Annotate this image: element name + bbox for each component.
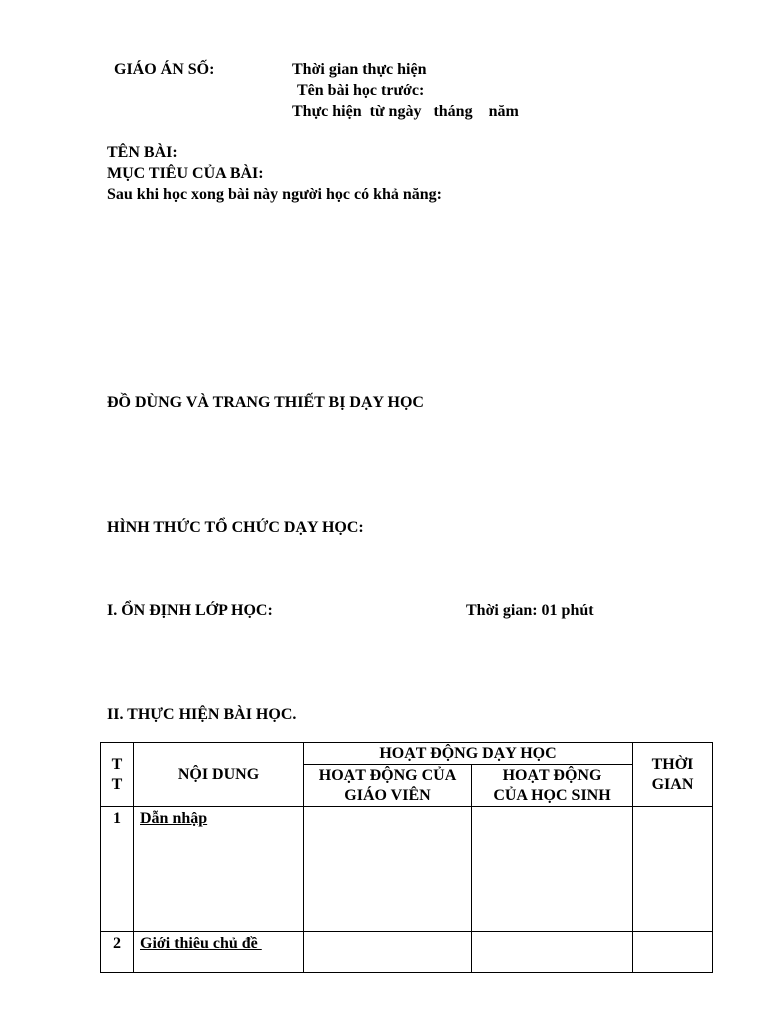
header-time: THỜI GIAN	[633, 743, 713, 807]
previous-lesson-label: Tên bài học trước:	[297, 82, 425, 99]
header-teacher-activity: HOẠT ĐỘNG CỦA GIÁO VIÊN	[304, 765, 472, 807]
objectives-intro: Sau khi học xong bài này người học có khả năng:	[107, 186, 443, 203]
row-time-cell	[633, 807, 713, 932]
section-1-title: I. ỔN ĐỊNH LỚP HỌC:	[107, 602, 273, 619]
row-teacher-cell	[304, 807, 472, 932]
implementation-date-line: Thực hiện từ ngày tháng năm	[292, 103, 519, 120]
row-time-cell	[633, 932, 713, 973]
row-number: 2	[101, 932, 134, 973]
header-student-activity: HOẠT ĐỘNG CỦA HỌC SINH	[472, 765, 633, 807]
header-teaching-activities: HOẠT ĐỘNG DẠY HỌC	[304, 743, 633, 765]
row-student-cell	[472, 932, 633, 973]
lesson-plan-number-label: GIÁO ÁN SỐ:	[114, 61, 215, 78]
row-content-text: Dẫn nhập	[140, 810, 208, 827]
organization-title: HÌNH THỨC TỔ CHỨC DẠY HỌC:	[107, 519, 364, 536]
row-number: 1	[101, 807, 134, 932]
row-content-text: Giới thiêu chủ đề	[140, 935, 262, 952]
row-content	[134, 807, 304, 932]
equipment-title: ĐỒ DÙNG VÀ TRANG THIẾT BỊ DẠY HỌC	[107, 394, 424, 411]
lesson-table	[100, 742, 713, 973]
table-row	[101, 932, 713, 973]
header-content: NỘI DUNG	[134, 743, 304, 807]
lesson-title-label: TÊN BÀI:	[107, 144, 178, 161]
row-content	[134, 932, 304, 973]
row-teacher-cell	[304, 932, 472, 973]
table-row	[101, 807, 713, 932]
row-student-cell	[472, 807, 633, 932]
section-2-title: II. THỰC HIỆN BÀI HỌC.	[107, 706, 297, 723]
section-1-time: Thời gian: 01 phút	[466, 602, 594, 619]
table-header-row	[101, 743, 713, 765]
header-tt: T T	[101, 743, 134, 807]
objectives-title: MỤC TIÊU CỦA BÀI:	[107, 165, 264, 182]
implementation-time-label: Thời gian thực hiện	[292, 61, 427, 78]
